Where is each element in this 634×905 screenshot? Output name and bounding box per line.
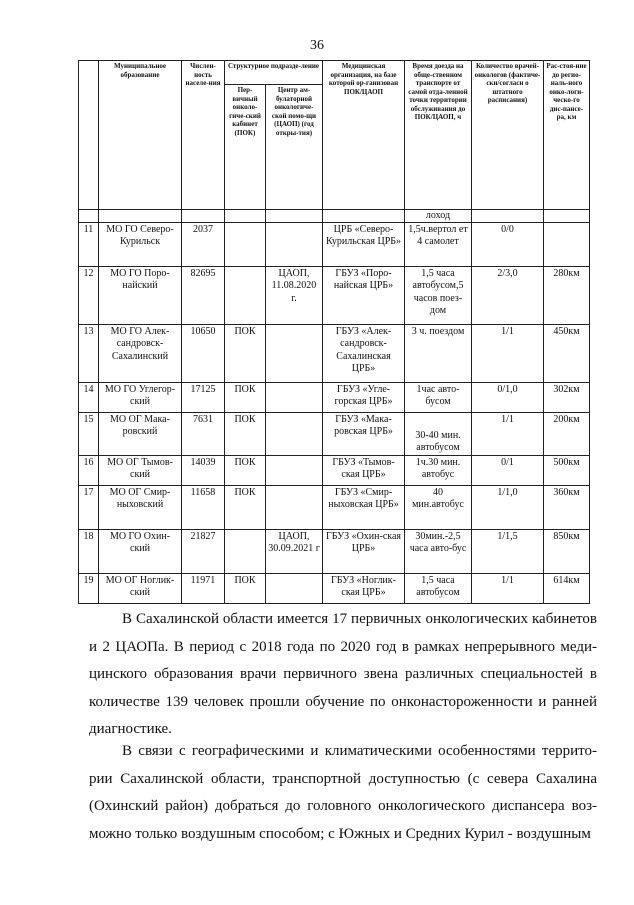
caop-cell [266,383,323,413]
travel-time-cell: 40 мин.автобус [405,486,472,530]
pok-cell: ПОК [225,383,266,413]
header-travel-time: Время доезда на обще-ственном транспорте от самой отда-ленной точки территории обслуживания до ПОК/ЦАОП, ч [405,61,472,210]
caop-cell [266,574,323,604]
table-row [79,413,590,456]
municipality-cell: МО ОГ Мака-ровский [99,413,182,456]
pok-cell: ПОК [225,413,266,456]
row-number: 18 [79,530,99,574]
paragraph-geography: В связи с географическими и климатическими особенностями террито-рии Сахалинской области, транспортной доступностью (с севера Сахалина (Охинский район) добраться до головного онкологического диспансера воз-можно только воздушным способом; с Южных и Средних Курил - воздушным [89,743,597,842]
distance-cell: 360км [544,486,590,530]
population-cell: 17125 [182,383,225,413]
header-pok: Пер-вичный онколо-гиче-ский кабинет (ПОК) [225,85,266,210]
travel-time-cell: 1час авто-бусом [405,383,472,413]
travel-time-cell: 30-40 мин. автобусом [405,413,472,456]
organization-cell: ГБУЗ «Смир-ныховская ЦРБ» [323,486,405,530]
municipality-cell: МО ГО Северо-Курильск [99,223,182,267]
page-number: 36 [310,38,324,53]
municipality-cell: МО ОГ Тымов-ский [99,456,182,486]
travel-time-cell: 1,5 часа автобусом,5 часов поез-дом [405,267,472,325]
organization-cell: ГБУЗ «Тымов-ская ЦРБ» [323,456,405,486]
population-cell: 7631 [182,413,225,456]
organization-cell: ЦРБ «Северо-Курильская ЦРБ» [323,223,405,267]
organization-cell: ГБУЗ «Ноглик-ская ЦРБ» [323,574,405,604]
population-cell: 14039 [182,456,225,486]
oncologists-cell: 1/1,5 [472,530,544,574]
pok-cell: ПОК [225,325,266,383]
pok-cell: ПОК [225,486,266,530]
row-number: 14 [79,383,99,413]
municipality-cell: МО ОГ Ноглик-ский [99,574,182,604]
municipality-cell: МО ГО Алек-сандровск-Сахалинский [99,325,182,383]
header-number [79,61,99,210]
caop-cell: ЦАОП, 11.08.2020 г. [266,267,323,325]
header-population: Числен-ность населе-ния [182,61,225,210]
pok-cell [225,530,266,574]
table-row [79,574,590,604]
caop-cell: ЦАОП, 30.09.2021 г [266,530,323,574]
pok-cell [225,267,266,325]
row-number: 12 [79,267,99,325]
row-number: 16 [79,456,99,486]
travel-time-cell: 3 ч. поездом [405,325,472,383]
organization-cell: ГБУЗ «Угле-горская ЦРБ» [323,383,405,413]
table-row [79,383,590,413]
row-number: 17 [79,486,99,530]
oncologists-cell: 1/1,0 [472,486,544,530]
header-medical-organization: Медицинская организация, на базе которой ор-ганизован ПОК/ЦАОП [323,61,405,210]
oncologists-cell: 0/1,0 [472,383,544,413]
distance-cell: 500км [544,456,590,486]
distance-cell: 302км [544,383,590,413]
distance-cell [544,223,590,267]
row-number: 11 [79,223,99,267]
distance-cell: 200км [544,413,590,456]
pok-cell: ПОК [225,456,266,486]
municipality-cell: МО ГО Углегор-ский [99,383,182,413]
oncologists-cell: 1/1 [472,574,544,604]
pok-cell [225,223,266,267]
caop-cell [266,486,323,530]
organization-cell: ГБУЗ «Мака-ровская ЦРБ» [323,413,405,456]
oncology-units-table [78,60,590,604]
travel-time-cell: 1,5ч.вертол ет 4 самолет [405,223,472,267]
table-row [79,325,590,383]
continuation-text: лоход [405,210,472,223]
header-municipality: Муниципальное образование [99,61,182,210]
distance-cell: 614км [544,574,590,604]
table-row [79,456,590,486]
organization-cell: ГБУЗ «Поро-найская ЦРБ» [323,267,405,325]
table-row [79,486,590,530]
population-cell: 82695 [182,267,225,325]
row-number: 13 [79,325,99,383]
organization-cell: ГБУЗ «Алек-сандровск-Сахалинская ЦРБ» [323,325,405,383]
header-structural-unit: Структурное подразде-ление [225,61,323,85]
row-number: 15 [79,413,99,456]
table-row [79,223,590,267]
pok-cell: ПОК [225,574,266,604]
travel-time-cell: 1ч.30 мин. автобус [405,456,472,486]
travel-time-cell: 1,5 часа автобусом [405,574,472,604]
population-cell: 21827 [182,530,225,574]
header-oncologists-count: Количество врачей-онкологов (фактиче-ски/согласн о штатного расписания) [472,61,544,210]
population-cell: 2037 [182,223,225,267]
population-cell: 10650 [182,325,225,383]
oncologists-cell: 2/3,0 [472,267,544,325]
row-number: 19 [79,574,99,604]
oncologists-cell: 1/1 [472,325,544,383]
caop-cell [266,413,323,456]
caop-cell [266,223,323,267]
header-distance: Рас-стоя-ние до регио-наль-ного онко-логи-ческо-го дис-пансе-ра, км [544,61,590,210]
organization-cell: ГБУЗ «Охин-ская ЦРБ» [323,530,405,574]
caop-cell [266,456,323,486]
table-row [79,267,590,325]
oncologists-cell: 0/1 [472,456,544,486]
distance-cell: 280км [544,267,590,325]
continuation-row [79,210,590,223]
population-cell: 11971 [182,574,225,604]
paragraph-oncology-units: В Сахалинской области имеется 17 первичных онкологических кабинетов и 2 ЦАОПа. В период с 2018 года по 2020 год в рамках непрерывного меди-цинского образования врачи первичного звена различных специальностей в количестве 139 человек прошли обучение по онконастороженности и ранней диагностике. [89,611,597,737]
distance-cell: 450км [544,325,590,383]
oncologists-cell: 1/1 [472,413,544,456]
travel-time-cell: 30мин.-2,5 часа авто-бус [405,530,472,574]
distance-cell: 850км [544,530,590,574]
caop-cell [266,325,323,383]
table-row [79,530,590,574]
header-caop: Центр ам-булаторной онкологиче-ской помо-щи (ЦАОП) (год откры-тия) [266,85,323,210]
municipality-cell: МО ОГ Смир-ныховский [99,486,182,530]
municipality-cell: МО ГО Поро-найский [99,267,182,325]
municipality-cell: МО ГО Охин-ский [99,530,182,574]
table-header [79,61,590,210]
population-cell: 11658 [182,486,225,530]
oncologists-cell: 0/0 [472,223,544,267]
